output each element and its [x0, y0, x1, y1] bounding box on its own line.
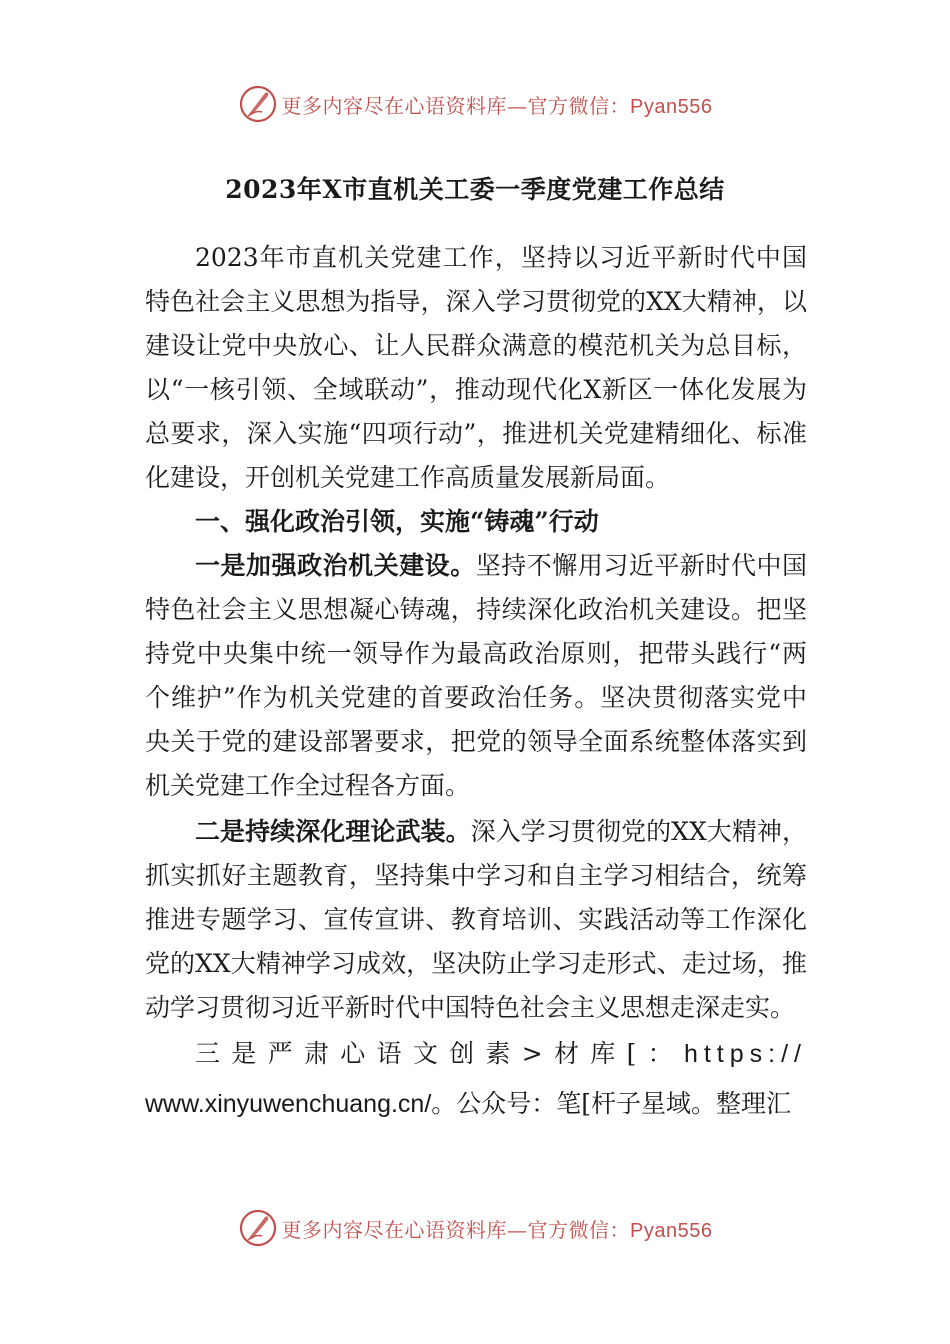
section-heading-1: 一、强化政治引领，实施“铸魂”行动: [195, 507, 599, 536]
quill-logo-icon: [238, 84, 278, 124]
document-body: [145, 236, 807, 1126]
item-body-1: 坚持不懈用习近平新时代中国特色社会主义思想凝心铸魂，持续深化政治机关建设。把坚持党中央集中统一领导作为最高政治原则，把带头践行“两个维护”作为机关党建的首要政治任务。坚决贯彻落实党中央关于党的建设部署要求，把党的领导全面系统整体落实到机关党建工作全过程各方面。: [145, 551, 807, 800]
watermark-text: 更多内容尽在心语资料库—官方微信：Pyan556: [281, 1217, 713, 1242]
item-3-text-continued: 。公众号：笔[杆子星域。整理汇: [431, 1089, 792, 1118]
item-3-text: 三是严肃心语文创素>材库[：: [195, 1039, 684, 1068]
watermark-banner-bottom: [0, 1206, 950, 1250]
item-paragraph-2: [145, 810, 807, 1030]
item-lead-2: 二是持续深化理论武装。: [195, 817, 471, 846]
quill-logo-icon: [238, 1208, 278, 1248]
item-lead-1: 一是加强政治机关建设。: [195, 551, 476, 580]
intro-paragraph: 2023年市直机关党建工作，坚持以习近平新时代中国特色社会主义思想为指导，深入学习贯彻党的XX大精神，以建设让党中央放心、让人民群众满意的模范机关为总目标，以“一核引领、全域联动”，推动现代化X新区一体化发展为总要求，深入实施“四项行动”，推进机关党建精细化、标准化建设，开创机关党建工作高质量发展新局面。: [145, 243, 807, 492]
item-paragraph-3-line-1: [145, 1032, 807, 1076]
item-paragraph-1: [145, 544, 807, 808]
watermark-wechat-id: Pyan556: [630, 1219, 713, 1242]
document-title: 2023年X市直机关工委一季度党建工作总结: [225, 175, 725, 204]
watermark-wechat-id: Pyan556: [630, 95, 713, 118]
watermark-text: 更多内容尽在心语资料库—官方微信：Pyan556: [281, 93, 713, 118]
item-paragraph-3-line-2: [145, 1082, 807, 1126]
source-url-part-1: https://: [683, 1040, 807, 1068]
source-url-part-2: www.xinyuwenchuang.cn/: [145, 1090, 432, 1118]
watermark-banner-top: [0, 82, 950, 126]
item-body-2: 深入学习贯彻党的XX大精神，抓实抓好主题教育，坚持集中学习和自主学习相结合，统筹推进专题学习、宣传宣讲、教育培训、实践活动等工作深化党的XX大精神学习成效，坚决防止学习走形式、走过场，推动学习贯彻习近平新时代中国特色社会主义思想走深走实。: [145, 817, 807, 1022]
